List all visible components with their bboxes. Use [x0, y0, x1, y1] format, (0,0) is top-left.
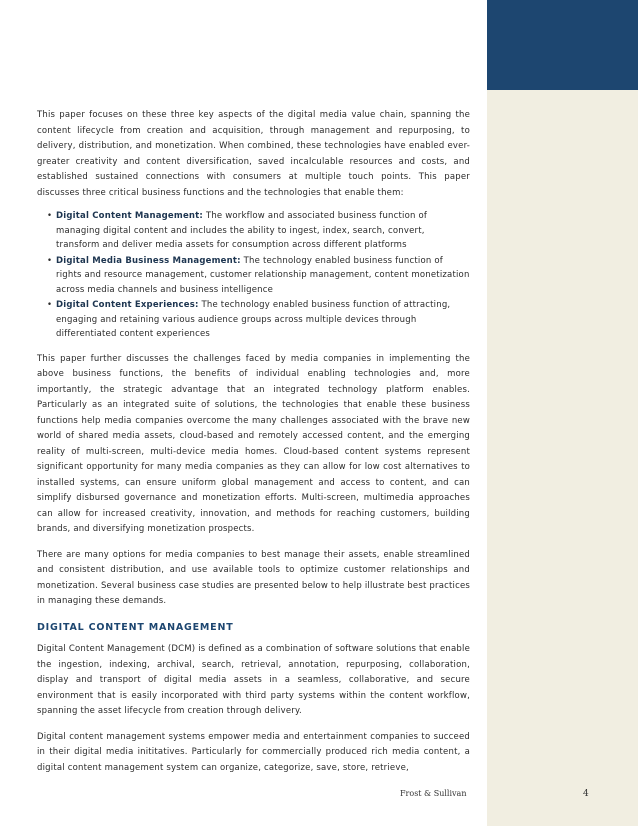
- intro-paragraph: This paper focuses on these three key aspects of the digital media value chain, spanning the content lifecycle from creation and acquisition, through management and repurposing, to delivery, distribution, and monetization. When combined, these technologies have enabled ever-greater creativity and content diversification, saved incalculable resources and costs, and established sustained connections with consumers at multiple touch points. This paper discusses three critical business functions and the technologies that enable them:: [37, 110, 470, 198]
- page-number: 4: [583, 789, 589, 799]
- list-item: [37, 298, 470, 342]
- bullet-title: Digital Content Management:: [56, 211, 204, 221]
- bullet-icon: •: [47, 255, 53, 266]
- list-item: [37, 209, 470, 253]
- bullet-icon: •: [47, 300, 53, 310]
- bullet-text: The workflow and associated business function of managing digital content and includes the ability to ingest, index, search, convert, transform and deliver media assets for consumption across different platforms: [56, 211, 428, 250]
- dcm-definition-paragraph: Digital Content Management (DCM) is defined as a combination of software solutions that enable the ingestion, indexing, archival, search, retrieval, annotation, repurposing, collaboration, display and transport of digital media assets in a seamless, collaborative, and secure environment that is easily incorporated with third party systems within the content workflow, spanning the asset lifecycle from creation through delivery.: [37, 644, 471, 716]
- bullet-title: Digital Media Business Management:: [56, 255, 241, 266]
- bullet-icon: •: [47, 211, 53, 221]
- side-panel: [487, 0, 638, 826]
- challenges-paragraph: This paper further discusses the challenges faced by media companies in implementing the above business functions, the benefits of individual enabling technologies and, more importantly, the strategic advantage that an integrated technology platform enables. Particularly as an integrated suite of solutions, the technologies that enable these business functions help media companies overcome the many challenges associated with the brave new world of shared media assets, cloud-based and remotely accessed content, and the emerging reality of multi-screen, multi-device media homes. Cloud-based content systems represent significant opportunity for many media companies as they can allow for low cost alternatives to installed systems, can ensure uniform global management and access to content, and can simplify disbursed governance and monetization efforts. Multi-screen, multimedia approaches can allow for increased creativity, innovation, and methods for reaching customers, building brands, and diversifying monetization prospects.: [37, 353, 470, 534]
- list-item: [37, 254, 470, 298]
- page-content: [37, 108, 470, 786]
- options-paragraph: There are many options for media companies to best manage their assets, enable streamlined and consistent distribution, and use available tools to optimize customer relationships and monetization. Several business case studies are presented below to help illustrate best practices in managing these demands.: [37, 549, 470, 606]
- dcm-systems-paragraph: Digital content management systems empower media and entertainment companies to succeed in their digital media inititatives. Particularly for commercially produced rich media content, a digital content management system can organize, categorize, save, store, retrieve,: [37, 731, 470, 773]
- bullet-title: Digital Content Experiences:: [56, 300, 199, 310]
- bullet-text: The technology enabled business function of attracting, engaging and retaining various audience groups across multiple devices through differentiated content experiences: [56, 300, 451, 339]
- section-heading: DIGITAL CONTENT MANAGEMENT: [37, 621, 234, 633]
- header-color-block: [487, 0, 638, 90]
- bullet-text: The technology enabled business function of rights and resource management, customer relationship management, content monetization across media channels and business intelligence: [56, 255, 470, 295]
- footer-brand: Frost & Sullivan: [400, 789, 467, 798]
- business-functions-list: [37, 209, 470, 342]
